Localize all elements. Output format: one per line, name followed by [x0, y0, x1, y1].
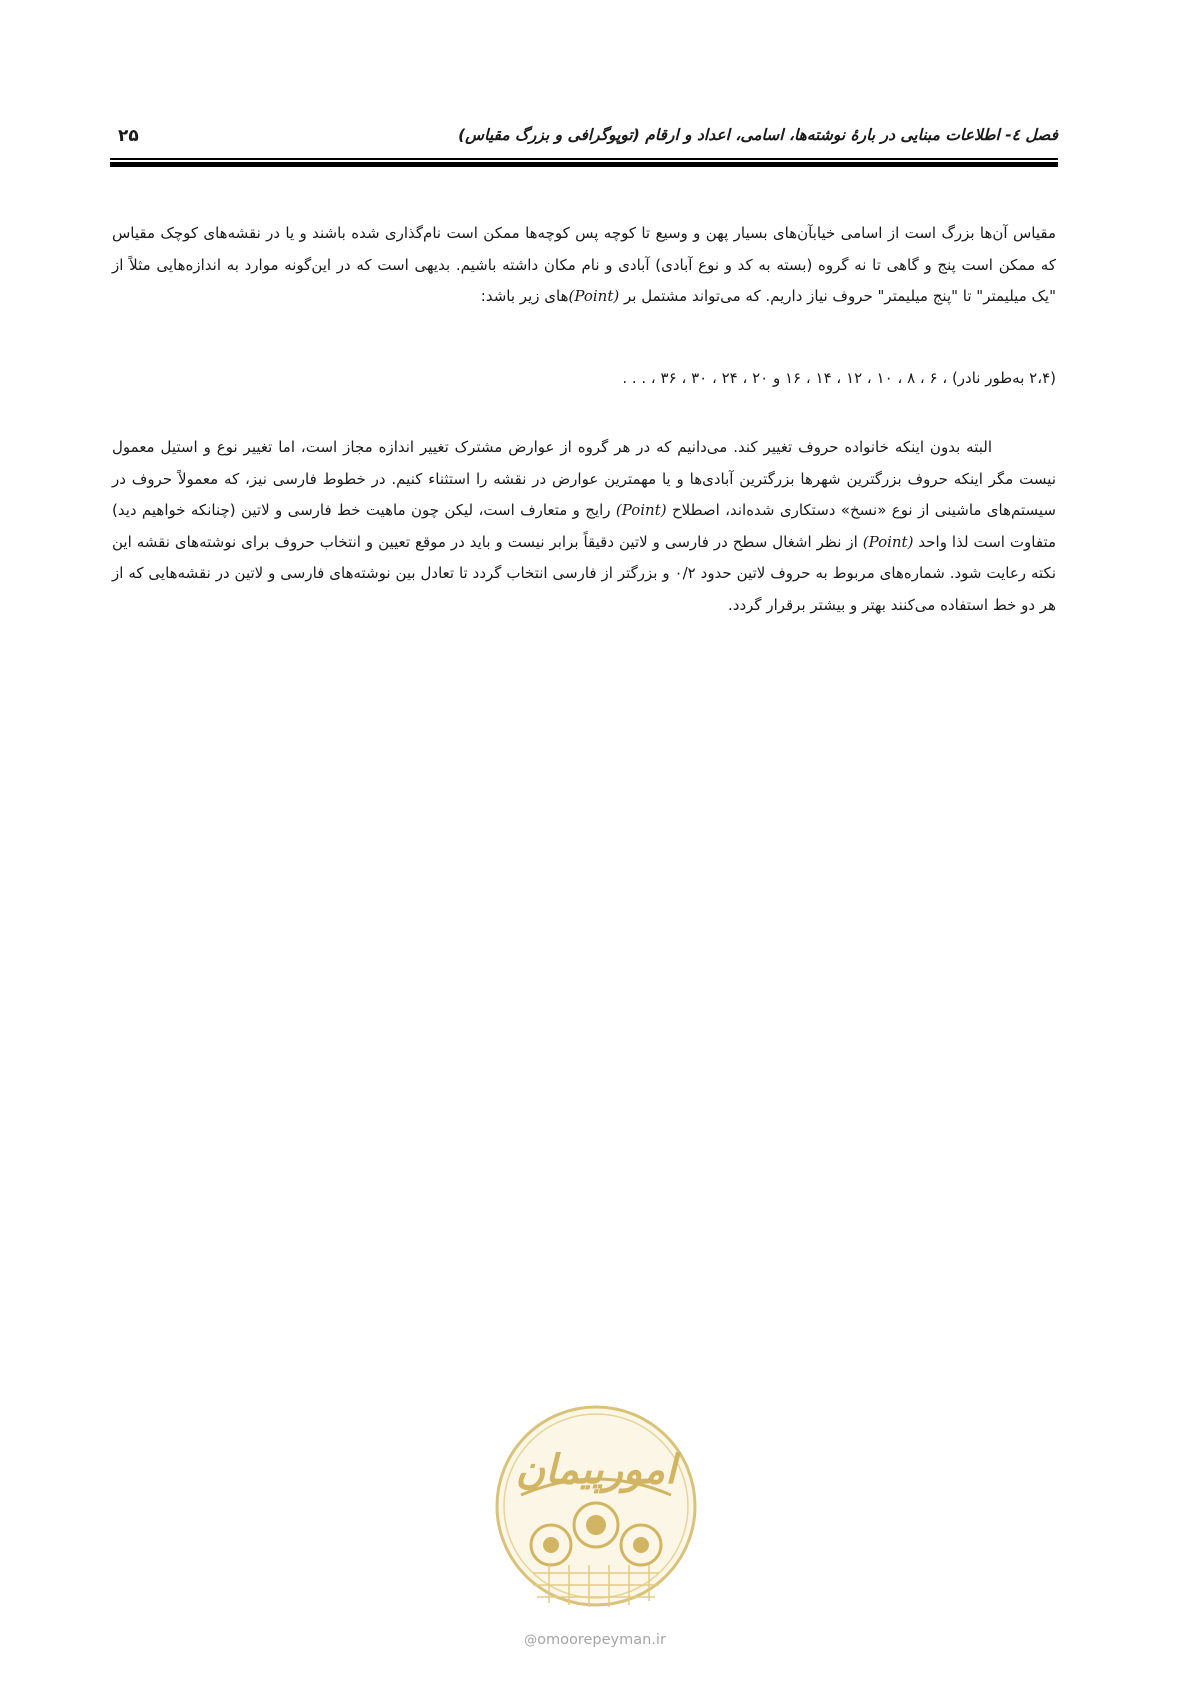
latin-term-point: (Point)	[568, 287, 620, 305]
paragraph-2-part-3: از نظر اشغال سطح در فارسی و لاتین دقیقاً برابر نیست و باید در موقع تعیین و انتخاب حروف برای نوشته‌های نقشه این نکته رعایت شود. شماره‌های مربوط به حروف لاتین حدود ۰/۲ و بزرگتر از فارسی انتخاب گردد تا تعادل بین نوشته‌های فارسی و لاتین در نقشه‌هایی که از هر دو خط استفاده می‌کنند بهتر و بیشتر برقرار گردد.	[112, 532, 1056, 614]
chapter-title: فصل ٤- اطلاعات مبنایی در بارهٔ نوشته‌ها، اسامی، اعداد و ارقام (توپوگرافی و بزرگ مقیاس)	[458, 126, 1058, 144]
paragraph-1-text: مقیاس آن‌ها بزرگ است از اسامی خیابآن‌های بسیار پهن و وسیع تا کوچه پس کوچه‌ها ممکن است نام‌گذاری شده باشند و یا در نقشه‌های کوچک مقیاس که ممکن است پنج و گاهی تا نه گروه (بسته به کد و نوع آبادی) آبادی و نام مکان داشته باشیم. بدیهی است که در این‌گونه موارد به اندازه‌هایی مثلاً از "یک میلیمتر" تا "پنج میلیمتر" حروف نیاز داریم. که می‌تواند مشتمل بر	[112, 224, 1056, 305]
page-number: ۲۵	[118, 126, 139, 146]
at-icon: @	[524, 1633, 538, 1648]
running-header	[110, 126, 1058, 154]
paragraph-2-part-2: رایج و متعارف است، لیکن چون ماهیت خط فارسی و لاتین (چنانکه خواهیم دید) متفاوت است لذا واحد	[112, 501, 1057, 551]
watermark-logo	[493, 1403, 699, 1629]
header-rule-thin	[110, 158, 1058, 160]
point-sizes-line: (۲،۴ به‌طور نادر) ، ۶ ، ۸ ، ۱۰ ، ۱۲ ، ۱۴ ، ۱۶ و ۲۰ ، ۲۴ ، ۳۰ ، ۳۶ ، . . .	[622, 369, 1056, 387]
paragraph-2	[112, 432, 1056, 621]
watermark-site: omoorepeyman.ir	[537, 1632, 666, 1648]
watermark-url	[490, 1632, 700, 1648]
paragraph-1	[112, 218, 1056, 313]
logo-lettering: امورپیمان	[515, 1447, 677, 1493]
latin-term-point-2: (Point)	[862, 532, 914, 551]
paragraph-2-part-1: البته بدون اینکه خانواده حروف تغییر کند. می‌دانیم که در هر گروه از عوارض مشترک تغییر اندازه مجاز است، اما تغییر نوع و استیل معمول نیست مگر اینکه حروف بزرگترین شهرها بزرگترین آبادی‌ها و یا مهمترین عوارض در نقشه را استثناء کنیم. در خطوط فارسی نیز، که معمولاً حروف در سیستم‌های ماشینی از نوع «نسخ» دستکاری شده‌اند، اصطلاح	[112, 438, 1057, 519]
latin-term-point-1: (Point)	[615, 501, 667, 519]
paragraph-1-tail: های زیر باشد:	[480, 287, 569, 305]
header-rule-thick	[110, 162, 1058, 167]
